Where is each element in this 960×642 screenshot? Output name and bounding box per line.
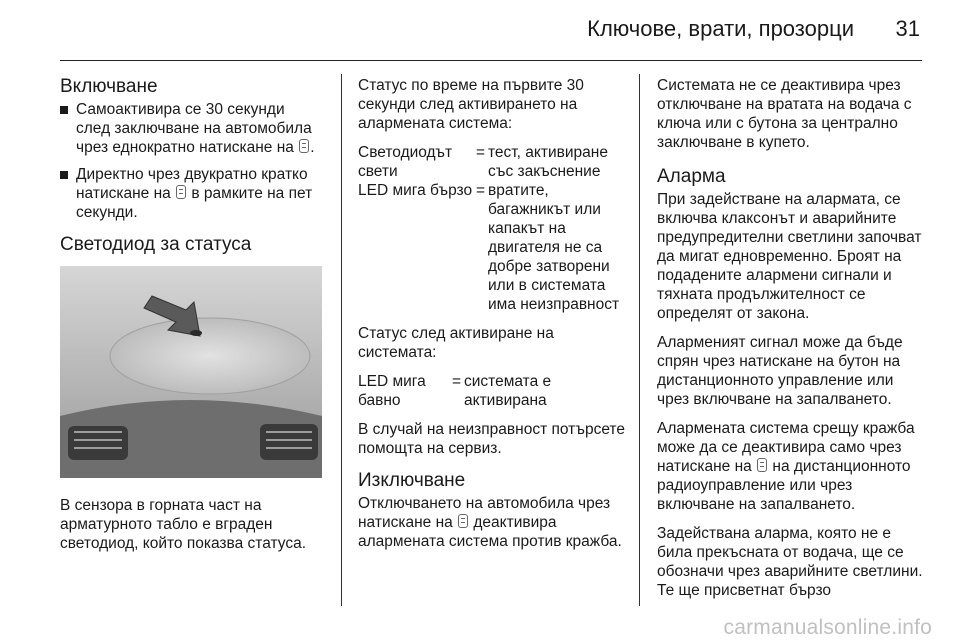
page-number: 31 xyxy=(895,16,920,41)
dashboard-illustration xyxy=(60,266,322,478)
table-desc: системата е активирана xyxy=(464,373,552,409)
alarm-stop-paragraph: Алармeният сигнал може да бъде спрян чрез натискане на бутон на дистанционното управление или чрез включване на запалването. xyxy=(657,334,903,408)
column-right xyxy=(657,76,927,610)
table-desc: вратите, багажникът или капакът на двигателя не са добре затворени или в системата има неизправност xyxy=(488,182,620,313)
deactivation-text-end: деактивира алармената система против кражба. xyxy=(358,514,622,550)
bullet-text: Самоактивира се 30 секунди след заключване на автомобила чрез еднократно натискане на xyxy=(76,101,312,156)
section-heading-status-led: Светодиод за статуса xyxy=(60,234,252,255)
table-term: Светодиодът свети xyxy=(358,144,453,180)
table-row xyxy=(358,372,628,410)
bullet-square-icon xyxy=(60,106,68,114)
status-table-initial xyxy=(358,143,628,314)
alarm-deactivate-paragraph xyxy=(657,419,927,514)
bullet-item xyxy=(60,100,322,157)
lock-key-icon xyxy=(176,185,186,199)
status-intro-after: Статус след активиране на системата: xyxy=(358,325,554,361)
table-separator: = xyxy=(476,144,486,161)
bullet-text: Директно чрез двукратно кратко натискане на xyxy=(76,166,308,202)
photo-caption: В сензора в горната част на арматурното табло е вграден светодиод, който показва статуса. xyxy=(60,497,307,552)
watermark: carmanualsonline.info xyxy=(723,616,932,639)
fault-paragraph: В случай на неизправност потърсете помощта на сервиз. xyxy=(358,421,625,457)
bullet-text-end: в рамките на пет секунди. xyxy=(76,185,313,221)
column-middle xyxy=(358,76,628,561)
alarm-deactivate-text: Алармената система срещу кражба може да се деактивира само чрез натискане на xyxy=(657,420,915,475)
alarm-deactivate-text-end: на дистанционното радиоуправление или чрез включване на запалването. xyxy=(657,458,911,513)
status-table-active xyxy=(358,372,628,410)
unlock-key-icon xyxy=(757,458,767,472)
table-row xyxy=(358,181,628,314)
dashboard-sensor-photo xyxy=(60,266,322,478)
page-header xyxy=(60,0,922,61)
bullet-square-icon xyxy=(60,171,68,179)
bullet-text-end: . xyxy=(310,139,315,156)
triggered-alarm-paragraph: Задействана аларма, която не е била прекъсната от водача, ще се обозначи чрез аварийните светлини. Те ще присветнат бързо xyxy=(657,525,923,599)
deactivation-paragraph xyxy=(358,494,628,551)
column-divider xyxy=(341,74,342,606)
table-separator: = xyxy=(452,373,462,390)
driver-door-paragraph: Системата не се деактивира чрез отключване на вратата на водача с ключа или с бутона за централно заключване в купето. xyxy=(657,77,912,151)
table-separator: = xyxy=(476,182,486,199)
column-divider xyxy=(639,74,640,606)
section-heading-alarm: Аларма xyxy=(657,166,726,187)
alarm-trigger-paragraph: При задействане на алармата, се включва клаксонът и аварийните предупредителни светлини започват да мигат едновременно. Броят на подадените алармени сигнали и тяхната продължителност се определят от закона. xyxy=(657,191,922,322)
status-intro: Статус по време на първите 30 секунди след активирането на алармената система: xyxy=(358,77,584,132)
bullet-item xyxy=(60,165,322,222)
header-title: Ключове, врати, прозорци xyxy=(587,16,854,41)
table-term: LED мига бавно xyxy=(358,373,426,409)
table-term: LED мига бързо xyxy=(358,182,473,199)
deactivation-text: Отключването на автомобила чрез натискане на xyxy=(358,495,611,531)
lock-key-icon xyxy=(299,139,309,153)
section-heading-deactivation: Изключване xyxy=(358,470,466,491)
table-row xyxy=(358,143,628,181)
unlock-key-icon xyxy=(458,514,468,528)
section-heading-activation: Включване xyxy=(60,76,158,97)
table-desc: тест, активиране със закъснение xyxy=(488,144,608,180)
column-left xyxy=(60,76,322,563)
